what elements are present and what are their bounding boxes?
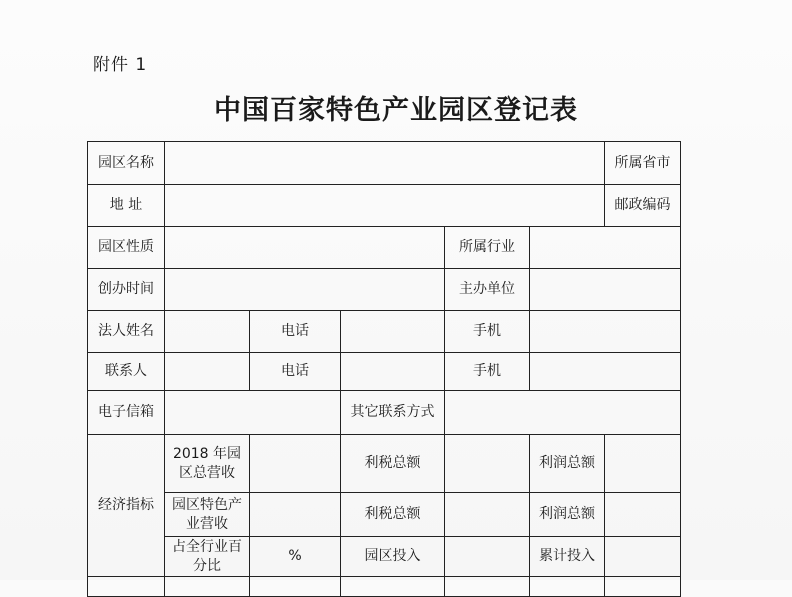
share-pct-label: 占全行业百分比 bbox=[165, 537, 250, 577]
other-contact-field[interactable] bbox=[445, 391, 681, 435]
phone-label: 电话 bbox=[250, 311, 341, 353]
founded-field[interactable] bbox=[165, 269, 445, 311]
form-row-contact bbox=[88, 353, 681, 391]
page-title: 中国百家特色产业园区登记表 bbox=[214, 95, 578, 126]
legal-person-mobile-field[interactable] bbox=[530, 311, 681, 353]
legal-person-field[interactable] bbox=[165, 311, 250, 353]
special-profit-tax-label: 利税总额 bbox=[341, 493, 445, 537]
attachment-label: 附件 1 bbox=[93, 55, 148, 75]
form-row-park-name bbox=[88, 142, 681, 185]
form-row-share bbox=[88, 537, 681, 577]
industry-field[interactable] bbox=[530, 227, 681, 269]
mobile-label: 手机 bbox=[445, 311, 530, 353]
special-net-profit-field[interactable] bbox=[605, 493, 681, 537]
profit-tax-label: 利税总额 bbox=[341, 435, 445, 493]
park-invest-field[interactable] bbox=[445, 537, 530, 577]
special-net-profit-label: 利润总额 bbox=[530, 493, 605, 537]
park-name-label: 园区名称 bbox=[88, 142, 165, 185]
province-city-label: 所属省市 bbox=[605, 142, 681, 185]
percent-unit: % bbox=[250, 537, 341, 577]
special-revenue-label: 园区特色产业营收 bbox=[165, 493, 250, 537]
special-revenue-field[interactable] bbox=[250, 493, 341, 537]
contact-label: 联系人 bbox=[88, 353, 165, 391]
email-label: 电子信箱 bbox=[88, 391, 165, 435]
legal-person-phone-field[interactable] bbox=[341, 311, 445, 353]
address-field[interactable] bbox=[165, 185, 605, 227]
other-contact-label: 其它联系方式 bbox=[341, 391, 445, 435]
park-name-field[interactable] bbox=[165, 142, 605, 185]
contact-phone-label: 电话 bbox=[250, 353, 341, 391]
contact-field[interactable] bbox=[165, 353, 250, 391]
revenue-2018-label: 2018 年园区总营收 bbox=[165, 435, 250, 493]
form-row-special-revenue bbox=[88, 493, 681, 537]
sponsor-field[interactable] bbox=[530, 269, 681, 311]
registration-form-table bbox=[87, 141, 681, 597]
economic-indicators-label: 经济指标 bbox=[88, 435, 165, 577]
sponsor-label: 主办单位 bbox=[445, 269, 530, 311]
form-row-revenue bbox=[88, 435, 681, 493]
cumulative-invest-field[interactable] bbox=[605, 537, 681, 577]
park-nature-label: 园区性质 bbox=[88, 227, 165, 269]
contact-mobile-label: 手机 bbox=[445, 353, 530, 391]
founded-label: 创办时间 bbox=[88, 269, 165, 311]
revenue-2018-field[interactable] bbox=[250, 435, 341, 493]
net-profit-field[interactable] bbox=[605, 435, 681, 493]
form-row-address bbox=[88, 185, 681, 227]
form-row-founded bbox=[88, 269, 681, 311]
net-profit-label: 利润总额 bbox=[530, 435, 605, 493]
contact-mobile-field[interactable] bbox=[530, 353, 681, 391]
profit-tax-field[interactable] bbox=[445, 435, 530, 493]
email-field[interactable] bbox=[165, 391, 341, 435]
postal-code-label: 邮政编码 bbox=[605, 185, 681, 227]
legal-person-label: 法人姓名 bbox=[88, 311, 165, 353]
form-row-legal-person bbox=[88, 311, 681, 353]
address-label: 地 址 bbox=[88, 185, 165, 227]
industry-label: 所属行业 bbox=[445, 227, 530, 269]
contact-phone-field[interactable] bbox=[341, 353, 445, 391]
form-row-email bbox=[88, 391, 681, 435]
cumulative-invest-label: 累计投入 bbox=[530, 537, 605, 577]
special-profit-tax-field[interactable] bbox=[445, 493, 530, 537]
park-nature-field[interactable] bbox=[165, 227, 445, 269]
park-invest-label: 园区投入 bbox=[341, 537, 445, 577]
form-row-park-nature bbox=[88, 227, 681, 269]
